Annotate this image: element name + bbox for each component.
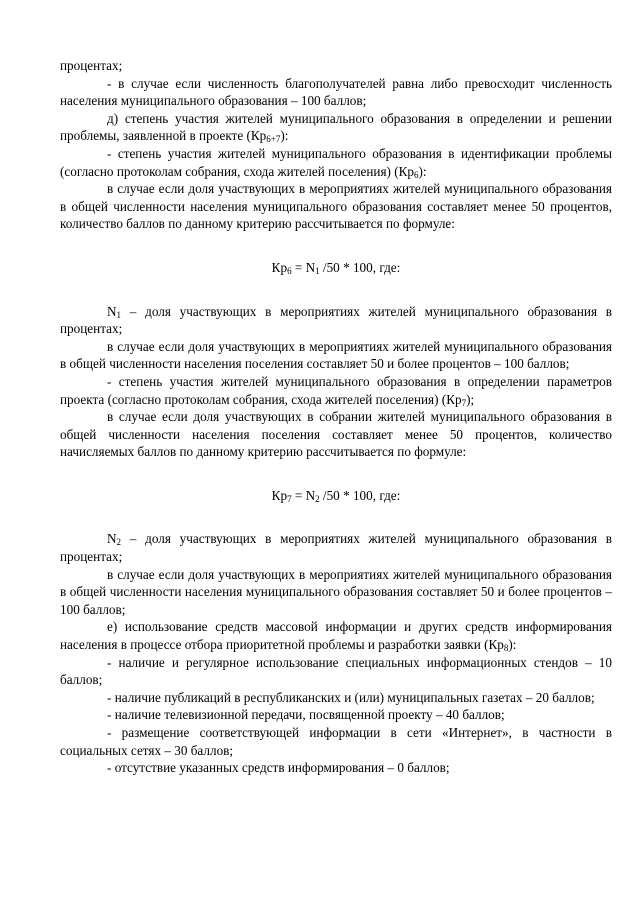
formula-text: /50 * 100, где: (319, 487, 401, 503)
paragraph (60, 530, 612, 565)
subscript: 2 (116, 537, 122, 548)
paragraph-text: - степень участия жителей муниципального образования в идентификации проблемы (согласно протоколам собрания, схода жителей поселения) (Кр (60, 145, 612, 179)
paragraph (60, 145, 612, 180)
formula-kr7 (60, 487, 612, 505)
paragraph-text: ); (466, 391, 475, 407)
paragraph-text: N (107, 531, 117, 547)
paragraph-text: - степень участия жителей муниципального образования в определении параметров проекта (согласно протоколам собрания, схода жителей поселения) (Кр (60, 373, 612, 407)
formula-text: Кр (271, 487, 288, 503)
paragraph: - наличие публикаций в республиканских и (или) муниципальных газетах – 20 баллов; (107, 689, 595, 705)
spacer (60, 277, 612, 303)
paragraph-text: ): (508, 637, 517, 653)
subscript: 8 (503, 643, 509, 654)
paragraph (60, 373, 612, 408)
paragraph-text: ): (280, 128, 289, 144)
paragraph-text: е) использование средств массовой информации и других средств информирования населения в процессе отбора приоритетной проблемы и разработки заявки (Кр (60, 619, 612, 653)
paragraph: в случае если доля участвующих в собрании жителей муниципального образования в общей численности населения поселения составляет менее 50 процентов, количество начисляемых баллов по данному критерию рассчитывается по формуле: (60, 409, 612, 460)
paragraph: - наличие и регулярное использование специальных информационных стендов – 10 баллов; (60, 654, 612, 688)
subscript: 1 (116, 309, 122, 320)
paragraph (60, 303, 612, 338)
document-body (60, 57, 612, 777)
paragraph: - размещение соответствующей информации в сети «Интернет», в частности в социальных сетях – 30 баллов; (60, 725, 612, 758)
subscript: 2 (315, 493, 320, 504)
paragraph-text: – доля участвующих в мероприятиях жителей муниципального образования в процентах; (60, 531, 612, 565)
subscript: 6 (414, 169, 419, 180)
subscript: 7 (287, 493, 292, 504)
paragraph: в случае если доля участвующих в мероприятиях жителей муниципального образования в общей численности населения муниципального образования составляет менее 50 процентов, количество баллов по данному критерию рассчитывается по формуле: (60, 181, 612, 232)
spacer (60, 504, 612, 530)
subscript: 6+7 (266, 134, 281, 145)
paragraph-text: д) степень участия жителей муниципального образования в определении и решении проблемы, заявленной в проекте (Кр (60, 110, 612, 144)
formula-text: = N (291, 487, 316, 503)
paragraph: - наличие телевизионной передачи, посвященной проекту – 40 баллов; (107, 707, 505, 723)
spacer (60, 233, 612, 259)
spacer (60, 461, 612, 487)
paragraph: - в случае если численность благополучателей равна либо превосходит численность населения муниципального образования – 100 баллов; (60, 75, 612, 109)
paragraph (60, 110, 612, 145)
formula-text: = N (291, 259, 316, 275)
formula-text: Кр (271, 259, 288, 275)
paragraph-text: – доля участвующих в мероприятиях жителей муниципального образования в процентах; (60, 303, 612, 337)
paragraph: - отсутствие указанных средств информирования – 0 баллов; (107, 760, 450, 776)
paragraph-text: N (107, 303, 117, 319)
subscript: 6 (287, 265, 292, 276)
paragraph (60, 618, 612, 653)
subscript: 1 (315, 265, 320, 276)
paragraph: в случае если доля участвующих в мероприятиях жителей муниципального образования в общей численности населения муниципального образования составляет 50 и более процентов – 100 баллов; (60, 566, 612, 617)
paragraph: в случае если доля участвующих в мероприятиях жителей муниципального образования в общей численности населения поселения составляет 50 и более процентов – 100 баллов; (60, 338, 612, 372)
formula-kr6 (60, 259, 612, 277)
subscript: 7 (461, 397, 467, 408)
paragraph: процентах; (60, 58, 123, 73)
paragraph-text: ): (418, 163, 427, 179)
formula-text: /50 * 100, где: (319, 259, 401, 275)
